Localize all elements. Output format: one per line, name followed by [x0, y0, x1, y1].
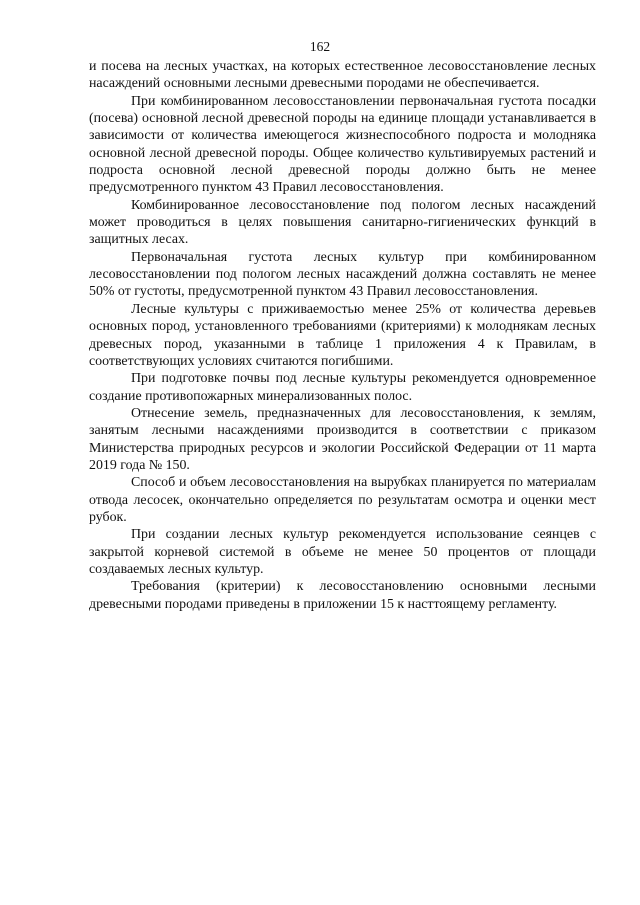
paragraph-requirements-reference: Требования (критерии) к лесовосстановлению основными лесными древесными породами приведены в приложении 15 к насттоящему регламенту.	[89, 579, 596, 612]
paragraph-closed-root-seedlings: При создании лесных культур рекомендуется использование сеянцев с закрытой корневой системой в объеме не менее 50 процентов от площади создаваемых лесных культур.	[89, 527, 596, 577]
paragraph-combined-reforestation-density: При комбинированном лесовосстановлении первоначальная густота посадки (посева) основной лесной древесной породы на единице площади устанавливается в зависимости от количества имеющегося жизнеспособного подроста и молодняка основной лесной древесной породы. Общее количество культивируемых растений и подроста основной лесной древесной породы должно быть не менее предусмотренного пунктом 43 Правил лесовосстановления.	[89, 93, 596, 196]
paragraph-initial-density: Первоначальная густота лесных культур при комбинированном лесовосстановлении под пологом лесных насаждений должна составлять не менее 50% от густоты, предусмотренной пунктом 43 Правил лесовосстановления.	[89, 249, 596, 300]
body-text	[89, 58, 596, 613]
paragraph-land-assignment: Отнесение земель, предназначенных для лесовосстановления, к землям, занятым лесными насаждениями производится в соответствии с приказом Министерства природных ресурсов и экологии Российской Федерации от 11 марта 2019 года № 150.	[89, 405, 596, 473]
paragraph-method-volume: Способ и объем лесовосстановления на вырубках планируется по материалам отвода лесосек, окончательно определяется по результатам осмотра и оценки мест рубок.	[89, 475, 596, 525]
paragraph-soil-preparation: При подготовке почвы под лесные культуры рекомендуется одновременное создание противопожарных минерализованных полос.	[89, 371, 596, 404]
paragraph-survival-rate: Лесные культуры с приживаемостью менее 25% от количества деревьев основных пород, установленного требованиями (критериями) к молоднякам лесных древесных пород, указанными в таблице 1 приложения 4 к Правилам, в соответствующих условиях считаются погибшими.	[89, 301, 596, 369]
paragraph-combined-under-canopy: Комбинированное лесовосстановление под пологом лесных насаждений может проводиться в целях повышения санитарно-гигиенических функций в защитных лесах.	[89, 197, 596, 248]
paragraph-continuation: и посева на лесных участках, на которых естественное лесовосстановление лесных насаждений основными лесными древесными породами не обеспечивается.	[89, 59, 596, 92]
page-number: 162	[309, 39, 331, 54]
